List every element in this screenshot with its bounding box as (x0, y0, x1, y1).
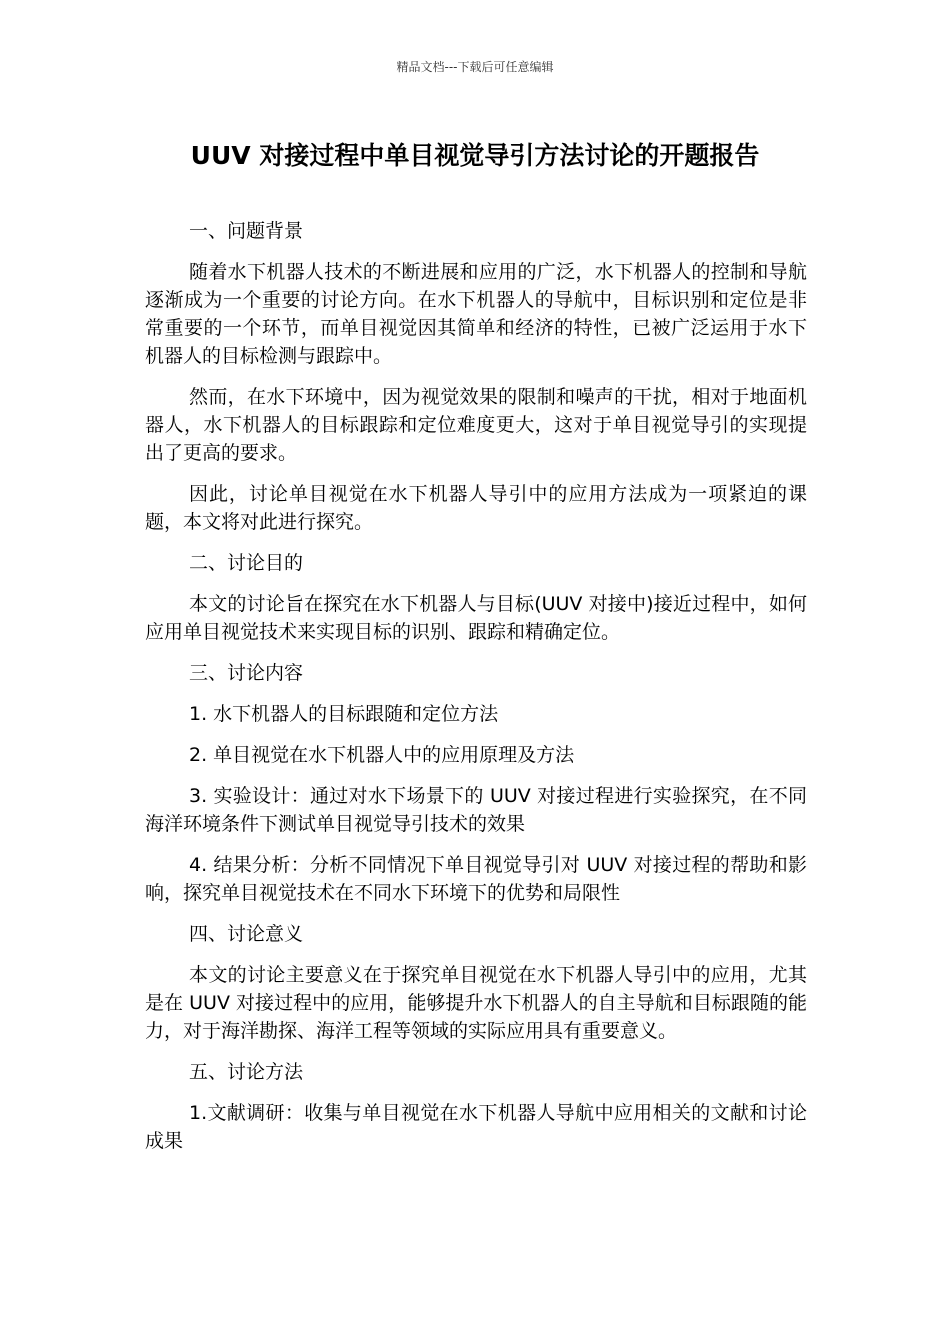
paragraph: 随着水下机器人技术的不断进展和应用的广泛，水下机器人的控制和导航逐渐成为一个重要的讨论方向。在水下机器人的导航中，目标识别和定位是非常重要的一个环节，而单目视觉因其简单和经济的特性，已被广泛运用于水下机器人的目标检测与跟踪中。 (145, 261, 807, 367)
section-heading-purpose: 二、讨论目的 (189, 552, 304, 574)
list-item: 3. 实验设计：通过对水下场景下的 UUV 对接过程进行实验探究，在不同海洋环境条件下测试单目视觉导引技术的效果 (145, 785, 807, 835)
paragraph: 本文的讨论主要意义在于探究单目视觉在水下机器人导引中的应用，尤其是在 UUV 对接过程中的应用，能够提升水下机器人的自主导航和目标跟随的能力，对于海洋勘探、海洋工程等领域的实际应用具有重要意义。 (145, 964, 807, 1042)
list-item: 1. 水下机器人的目标跟随和定位方法 (189, 703, 499, 725)
section-heading-background: 一、问题背景 (189, 220, 304, 242)
paragraph: 然而，在水下环境中，因为视觉效果的限制和噪声的干扰，相对于地面机器人，水下机器人的目标跟踪和定位难度更大，这对于单目视觉导引的实现提出了更高的要求。 (145, 386, 807, 464)
paragraph: 因此，讨论单目视觉在水下机器人导引中的应用方法成为一项紧迫的课题，本文将对此进行探究。 (145, 483, 807, 533)
header-note: 精品文档---下载后可任意编辑 (396, 60, 554, 74)
list-item: 2. 单目视觉在水下机器人中的应用原理及方法 (189, 744, 575, 766)
section-heading-significance: 四、讨论意义 (189, 923, 304, 945)
paragraph: 本文的讨论旨在探究在水下机器人与目标(UUV 对接中)接近过程中，如何应用单目视觉技术来实现目标的识别、跟踪和精确定位。 (145, 593, 807, 643)
section-heading-content: 三、讨论内容 (189, 662, 304, 684)
document-title: UUV 对接过程中单目视觉导引方法讨论的开题报告 (190, 141, 760, 170)
list-item: 4. 结果分析：分析不同情况下单目视觉导引对 UUV 对接过程的帮助和影响，探究单目视觉技术在不同水下环境下的优势和局限性 (145, 854, 807, 904)
document-body (145, 217, 807, 1168)
list-item: 1.文献调研：收集与单目视觉在水下机器人导航中应用相关的文献和讨论成果 (145, 1102, 807, 1152)
section-heading-methods: 五、讨论方法 (189, 1061, 304, 1083)
